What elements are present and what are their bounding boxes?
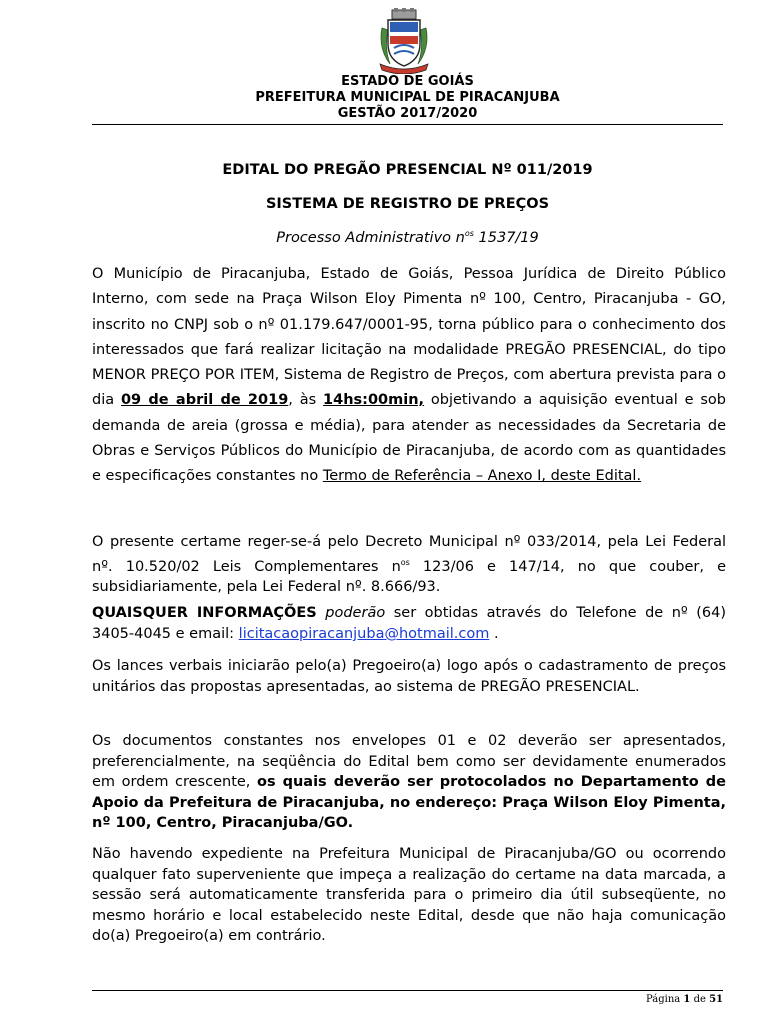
header-divider xyxy=(92,124,723,125)
paragraph-bids: Os lances verbais iniciarão pelo(a) Pregoeiro(a) logo após o cadastramento de preços unitários das propostas apresentadas, ao sistema de PREGÃO PRESENCIAL. xyxy=(92,658,726,695)
municipal-crest-icon xyxy=(376,8,432,74)
paragraph-contact: QUAISQUER INFORMAÇÕES poderão ser obtidas através do Telefone de nº (64) 3405-4045 e email: licitacaopiracanjuba@hotmail.com . xyxy=(92,605,727,642)
opening-date: 09 de abril de 2019 xyxy=(120,392,289,409)
paragraph-documents: Os documentos constantes nos envelopes 01 e 02 deverão ser apresentados, preferencialmente, na seqüência do Edital bem como ser devidamente enumerados em ordem crescente, os quais deverão ser protocolados no Departamento de Apoio da Prefeitura de Piracanjuba, no endereço: Praça Wilson Eloy Pimenta, nº 100, Centro, Piracanjuba/GO. xyxy=(92,733,726,831)
reference-term: Termo de Referência – Anexo I, deste Edital. xyxy=(322,468,642,485)
paragraph-intro: O Município de Piracanjuba, Estado de Goiás, Pessoa Jurídica de Direito Público Interno, com sede na Praça Wilson Eloy Pimenta nº 100, Centro, Piracanjuba - GO, inscrito no CNPJ sob o nº 01.179.647/0001-95, torna público para o conhecimento dos interessados que fará realizar licitação na modalidade PREGÃO PRESENCIAL, do tipo MENOR PREÇO POR ITEM, Sistema de Registro de Preços, com abertura prevista para o dia 09 de abril de 2019, às 14hs:00min, objetivando a aquisição eventual e sob demanda de areia (grossa e média), para atender as necessidades da Secretaria de Obras e Serviços Públicos do Município de Piracanjuba, de acordo com as quantidades e especificações constantes no Termo de Referência – Anexo I, deste Edital. xyxy=(92,266,727,485)
paragraph-legal-basis: O presente certame reger-se-á pelo Decreto Municipal nº 033/2014, pela Lei Federal nº. 10.520/02 Leis Complementares $n^{os}$ 123/06 e 147/14, no que couber, e subsidiariamente, pela Lei Federal nº. 8.666/93. xyxy=(92,534,726,595)
header-state: ESTADO DE GOIÁS xyxy=(341,74,474,89)
edital-title: EDITAL DO PREGÃO PRESENCIAL Nº 011/2019 xyxy=(222,162,593,178)
page-number: Página 1 de 51 xyxy=(646,994,723,1005)
email-link[interactable]: licitacaopiracanjuba@hotmail.com xyxy=(238,626,490,642)
document-header xyxy=(92,74,723,122)
process-number: Processo Administrativo $n^{os}$ 1537/19 xyxy=(276,229,539,246)
footer-divider xyxy=(92,990,723,991)
opening-time: 14hs:00min, xyxy=(323,392,425,409)
system-title: SISTEMA DE REGISTRO DE PREÇOS xyxy=(265,196,550,212)
header-term: GESTÃO 2017/2020 xyxy=(337,106,478,121)
header-prefecture: PREFEITURA MUNICIPAL DE PIRACANJUBA xyxy=(255,90,560,105)
paragraph-postponement: Não havendo expediente na Prefeitura Municipal de Piracanjuba/GO ou ocorrendo qualquer fato superveniente que impeça a realização do certame na data marcada, a sessão será automaticamente transferida para o primeiro dia útil subseqüente, no mesmo horário e local estabelecido neste Edital, desde que não haja comunicação do(a) Pregoeiro(a) em contrário. xyxy=(92,846,726,944)
